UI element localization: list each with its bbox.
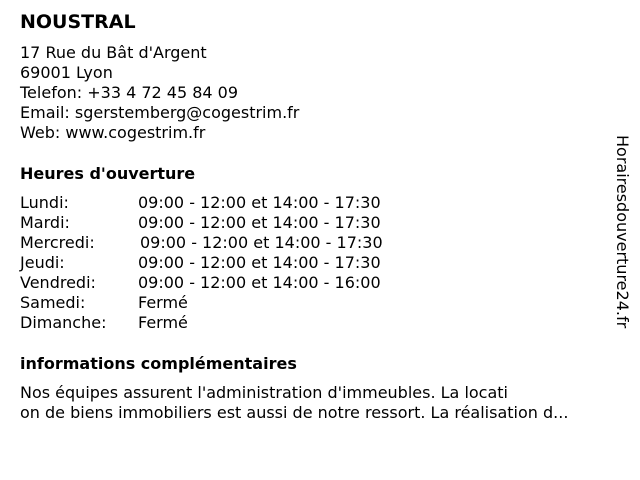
additional-info-heading: informations complémentaires: [20, 354, 297, 373]
opening-hours-heading: Heures d'ouverture: [20, 164, 196, 183]
hours-day-label: Mardi:: [20, 213, 70, 232]
phone-line: Telefon: +33 4 72 45 84 09: [20, 83, 239, 102]
hours-time-value: Fermé: [138, 313, 188, 332]
email-line: Email: sgerstemberg@cogestrim.fr: [20, 103, 300, 122]
hours-time-value: Fermé: [138, 293, 188, 312]
additional-info-line-1: Nos équipes assurent l'administration d'immeubles. La locati: [20, 383, 508, 402]
business-name: NOUSTRAL: [20, 11, 136, 33]
additional-info-line-2: on de biens immobiliers est aussi de notre ressort. La réalisation d...: [20, 403, 569, 422]
website-line: Web: www.cogestrim.fr: [20, 123, 206, 142]
hours-time-value: 09:00 - 12:00 et 14:00 - 17:30: [138, 213, 381, 232]
hours-time-value: 09:00 - 12:00 et 14:00 - 17:30: [138, 253, 381, 272]
hours-time-value: 09:00 - 12:00 et 14:00 - 17:30: [138, 193, 381, 212]
hours-time-value: 09:00 - 12:00 et 14:00 - 17:30: [140, 233, 383, 252]
hours-day-label: Lundi:: [20, 193, 69, 212]
address-line-street: 17 Rue du Bât d'Argent: [20, 43, 207, 62]
hours-time-value: 09:00 - 12:00 et 14:00 - 16:00: [138, 273, 381, 292]
address-line-city: 69001 Lyon: [20, 63, 113, 82]
hours-day-label: Mercredi:: [20, 233, 95, 252]
additional-info-text: [20, 383, 568, 423]
contact-block: [20, 43, 299, 143]
hours-day-label: Samedi:: [20, 293, 86, 312]
site-watermark: Horairesdouverture24.fr: [613, 135, 632, 329]
hours-day-label: Jeudi:: [20, 253, 65, 272]
hours-day-label: Dimanche:: [20, 313, 107, 332]
hours-day-label: Vendredi:: [20, 273, 96, 292]
